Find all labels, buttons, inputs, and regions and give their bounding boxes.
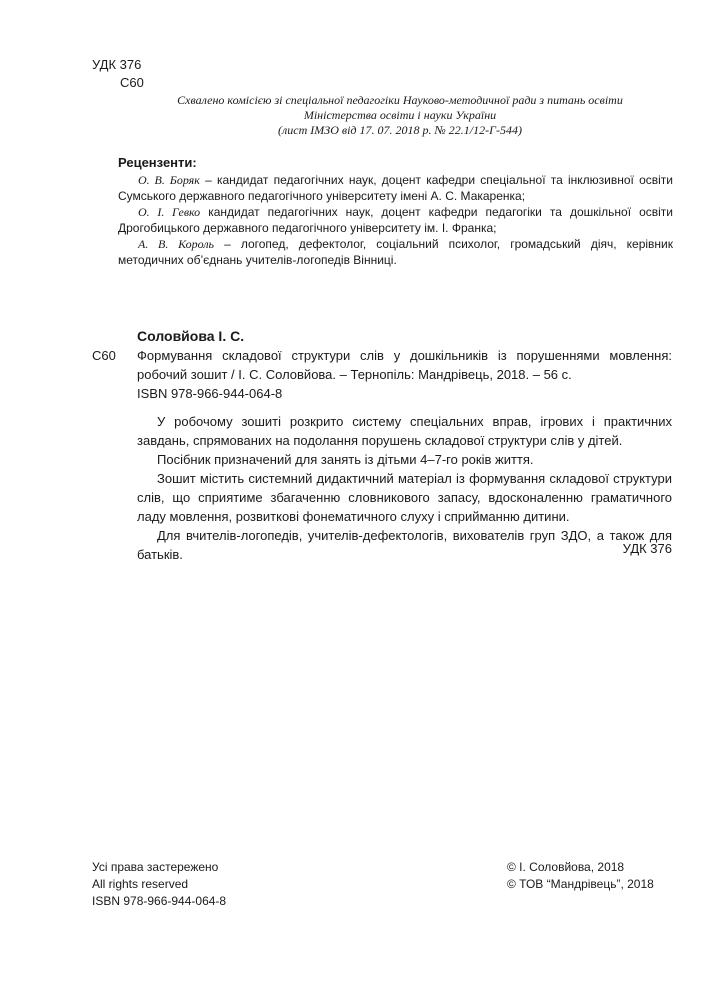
reviewer-description: кандидат педагогічних наук, доцент кафедри педагогіки та дошкільної освіти Дрогобицького державного педагогічного університету ім. І. Франка;: [118, 205, 673, 235]
copyright-publisher: © ТОВ “Мандрівець”, 2018: [507, 877, 654, 891]
udk-code: УДК 376: [92, 57, 142, 72]
reviewer-description: – кандидат педагогічних наук, доцент кафедри спеціальної та інклюзивної освіти Сумського державного педагогічного університету імені А. С. Макаренка;: [118, 173, 674, 203]
copyright-author: © І. Соловйова, 2018: [507, 860, 625, 874]
catalog-code: С60: [92, 348, 116, 363]
catalog-author: Соловйова І. С.: [137, 328, 245, 344]
author-sign-code: С60: [120, 75, 144, 90]
abstract-paragraph: У робочому зошиті розкрито систему спеціальних вправ, ігрових і практичних завдань, спрямованих на подолання порушень складової структури слів у дітей.: [137, 414, 672, 448]
reviewer-description: – логопед, дефектолог, соціальний психолог, громадський діяч, керівник методичних об’єднань учителів-логопедів Вінниці.: [118, 237, 673, 267]
reviewer-entry: [118, 236, 673, 268]
approval-line: Міністерства освіти і науки України: [303, 108, 497, 122]
rights-block: [92, 859, 226, 910]
abstract-paragraph: Для вчителів-логопедів, учителів-дефектологів, вихователів груп ЗДО, а також для батьків.: [137, 528, 672, 562]
abstract-paragraph: Зошит містить системний дидактичний матеріал із формування складової структури слів, що сприятиме збагаченню словникового запасу, вдосконаленню граматичного ладу мовлення, розвиткові фонематичного слуху і сприйманню дитини.: [137, 471, 672, 524]
udk-header: [92, 56, 144, 92]
udk-bottom-right: УДК 376: [622, 541, 672, 556]
catalog-description: Формування складової структури слів у дошкільників із порушеннями мовлення: робочий зошит / І. С. Соловйова. – Тернопіль: Мандрівець, 2018. – 56 с.: [137, 348, 672, 382]
approval-line: Схвалено комісією зі спеціальної педагогіки Науково-методичної ради з питань освіти: [177, 93, 623, 107]
abstract-paragraph: Посібник призначений для занять із дітьми 4–7-го років життя.: [157, 452, 534, 467]
approval-note: [140, 93, 660, 138]
reviewer-entry: [118, 172, 673, 204]
rights-ua: Усі права застережено: [92, 860, 219, 874]
copyright-block: [507, 859, 654, 893]
reviewers-header: Рецензенти:: [118, 155, 197, 170]
catalog-record: [92, 327, 672, 403]
reviewers-section: [118, 155, 673, 268]
catalog-entry: [92, 346, 672, 384]
approval-line: (лист ІМЗО від 17. 07. 2018 р. № 22.1/12-Г-544): [278, 123, 522, 137]
reviewer-entry: [118, 204, 673, 236]
footer-isbn: ISBN 978-966-944-064-8: [92, 894, 227, 908]
reviewer-name: А. В. Король: [138, 237, 215, 251]
reviewer-name: О. І. Гевко: [138, 205, 201, 219]
abstract: [137, 412, 672, 564]
rights-en: All rights reserved: [92, 877, 189, 891]
reviewer-name: О. В. Боряк: [138, 173, 200, 187]
catalog-isbn: ISBN 978-966-944-064-8: [137, 386, 283, 401]
